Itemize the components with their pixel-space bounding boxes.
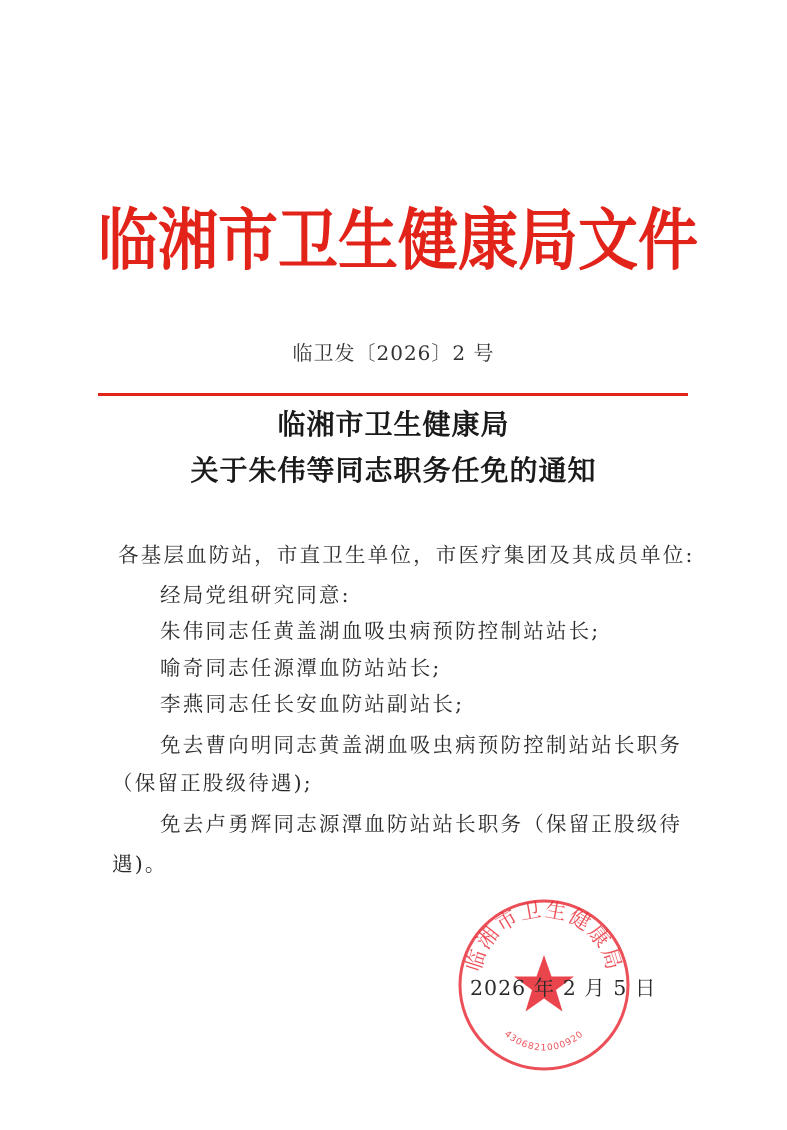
header-char: 件	[638, 201, 698, 281]
header-char: 卫	[278, 201, 338, 281]
paragraph-approval: 经局党组研究同意:	[160, 583, 351, 607]
header-char: 健	[398, 201, 458, 281]
header-char: 市	[218, 201, 278, 281]
signing-date: 2026 年 2 月 5 日	[470, 976, 657, 1000]
paragraph-removal-cao-line-2: （保留正股级待遇);	[112, 771, 313, 795]
header-char: 文	[578, 201, 638, 281]
svg-text:4306821000920	[502, 1029, 586, 1053]
addressee-line: 各基层血防站，市直卫生单位，市医疗集团及其成员单位:	[118, 543, 695, 567]
paragraph-removal-cao-line-1: 免去曹向明同志黄盖湖血吸虫病预防控制站站长职务	[160, 733, 683, 757]
paragraph-removal-lu-line-2: 遇)。	[112, 852, 168, 876]
paragraph-appointment-yu: 喻奇同志任源潭血防站站长;	[160, 656, 442, 680]
paragraph-removal-lu-line-1: 免去卢勇辉同志源潭血防站站长职务（保留正股级待	[160, 812, 683, 836]
red-divider-line	[98, 393, 688, 396]
header-char: 湘	[158, 201, 218, 281]
document-header-title	[98, 196, 698, 286]
notice-title-line-1: 临湘市卫生健康局	[277, 408, 510, 441]
header-char: 康	[458, 201, 518, 281]
header-char: 生	[338, 201, 398, 281]
paragraph-appointment-zhu: 朱伟同志任黄盖湖血吸虫病预防控制站站长;	[160, 619, 601, 643]
notice-title-line-2: 关于朱伟等同志职务任免的通知	[190, 454, 597, 487]
header-char: 局	[518, 201, 578, 281]
header-char: 临	[98, 201, 158, 281]
seal-org-text: 临湘市卫生健康局	[461, 897, 627, 975]
document-number: 临卫发〔2026〕2 号	[292, 341, 495, 365]
seal-code-text: 4306821000920	[502, 1029, 586, 1054]
paragraph-appointment-li: 李燕同志任长安血防站副站长;	[160, 692, 465, 716]
